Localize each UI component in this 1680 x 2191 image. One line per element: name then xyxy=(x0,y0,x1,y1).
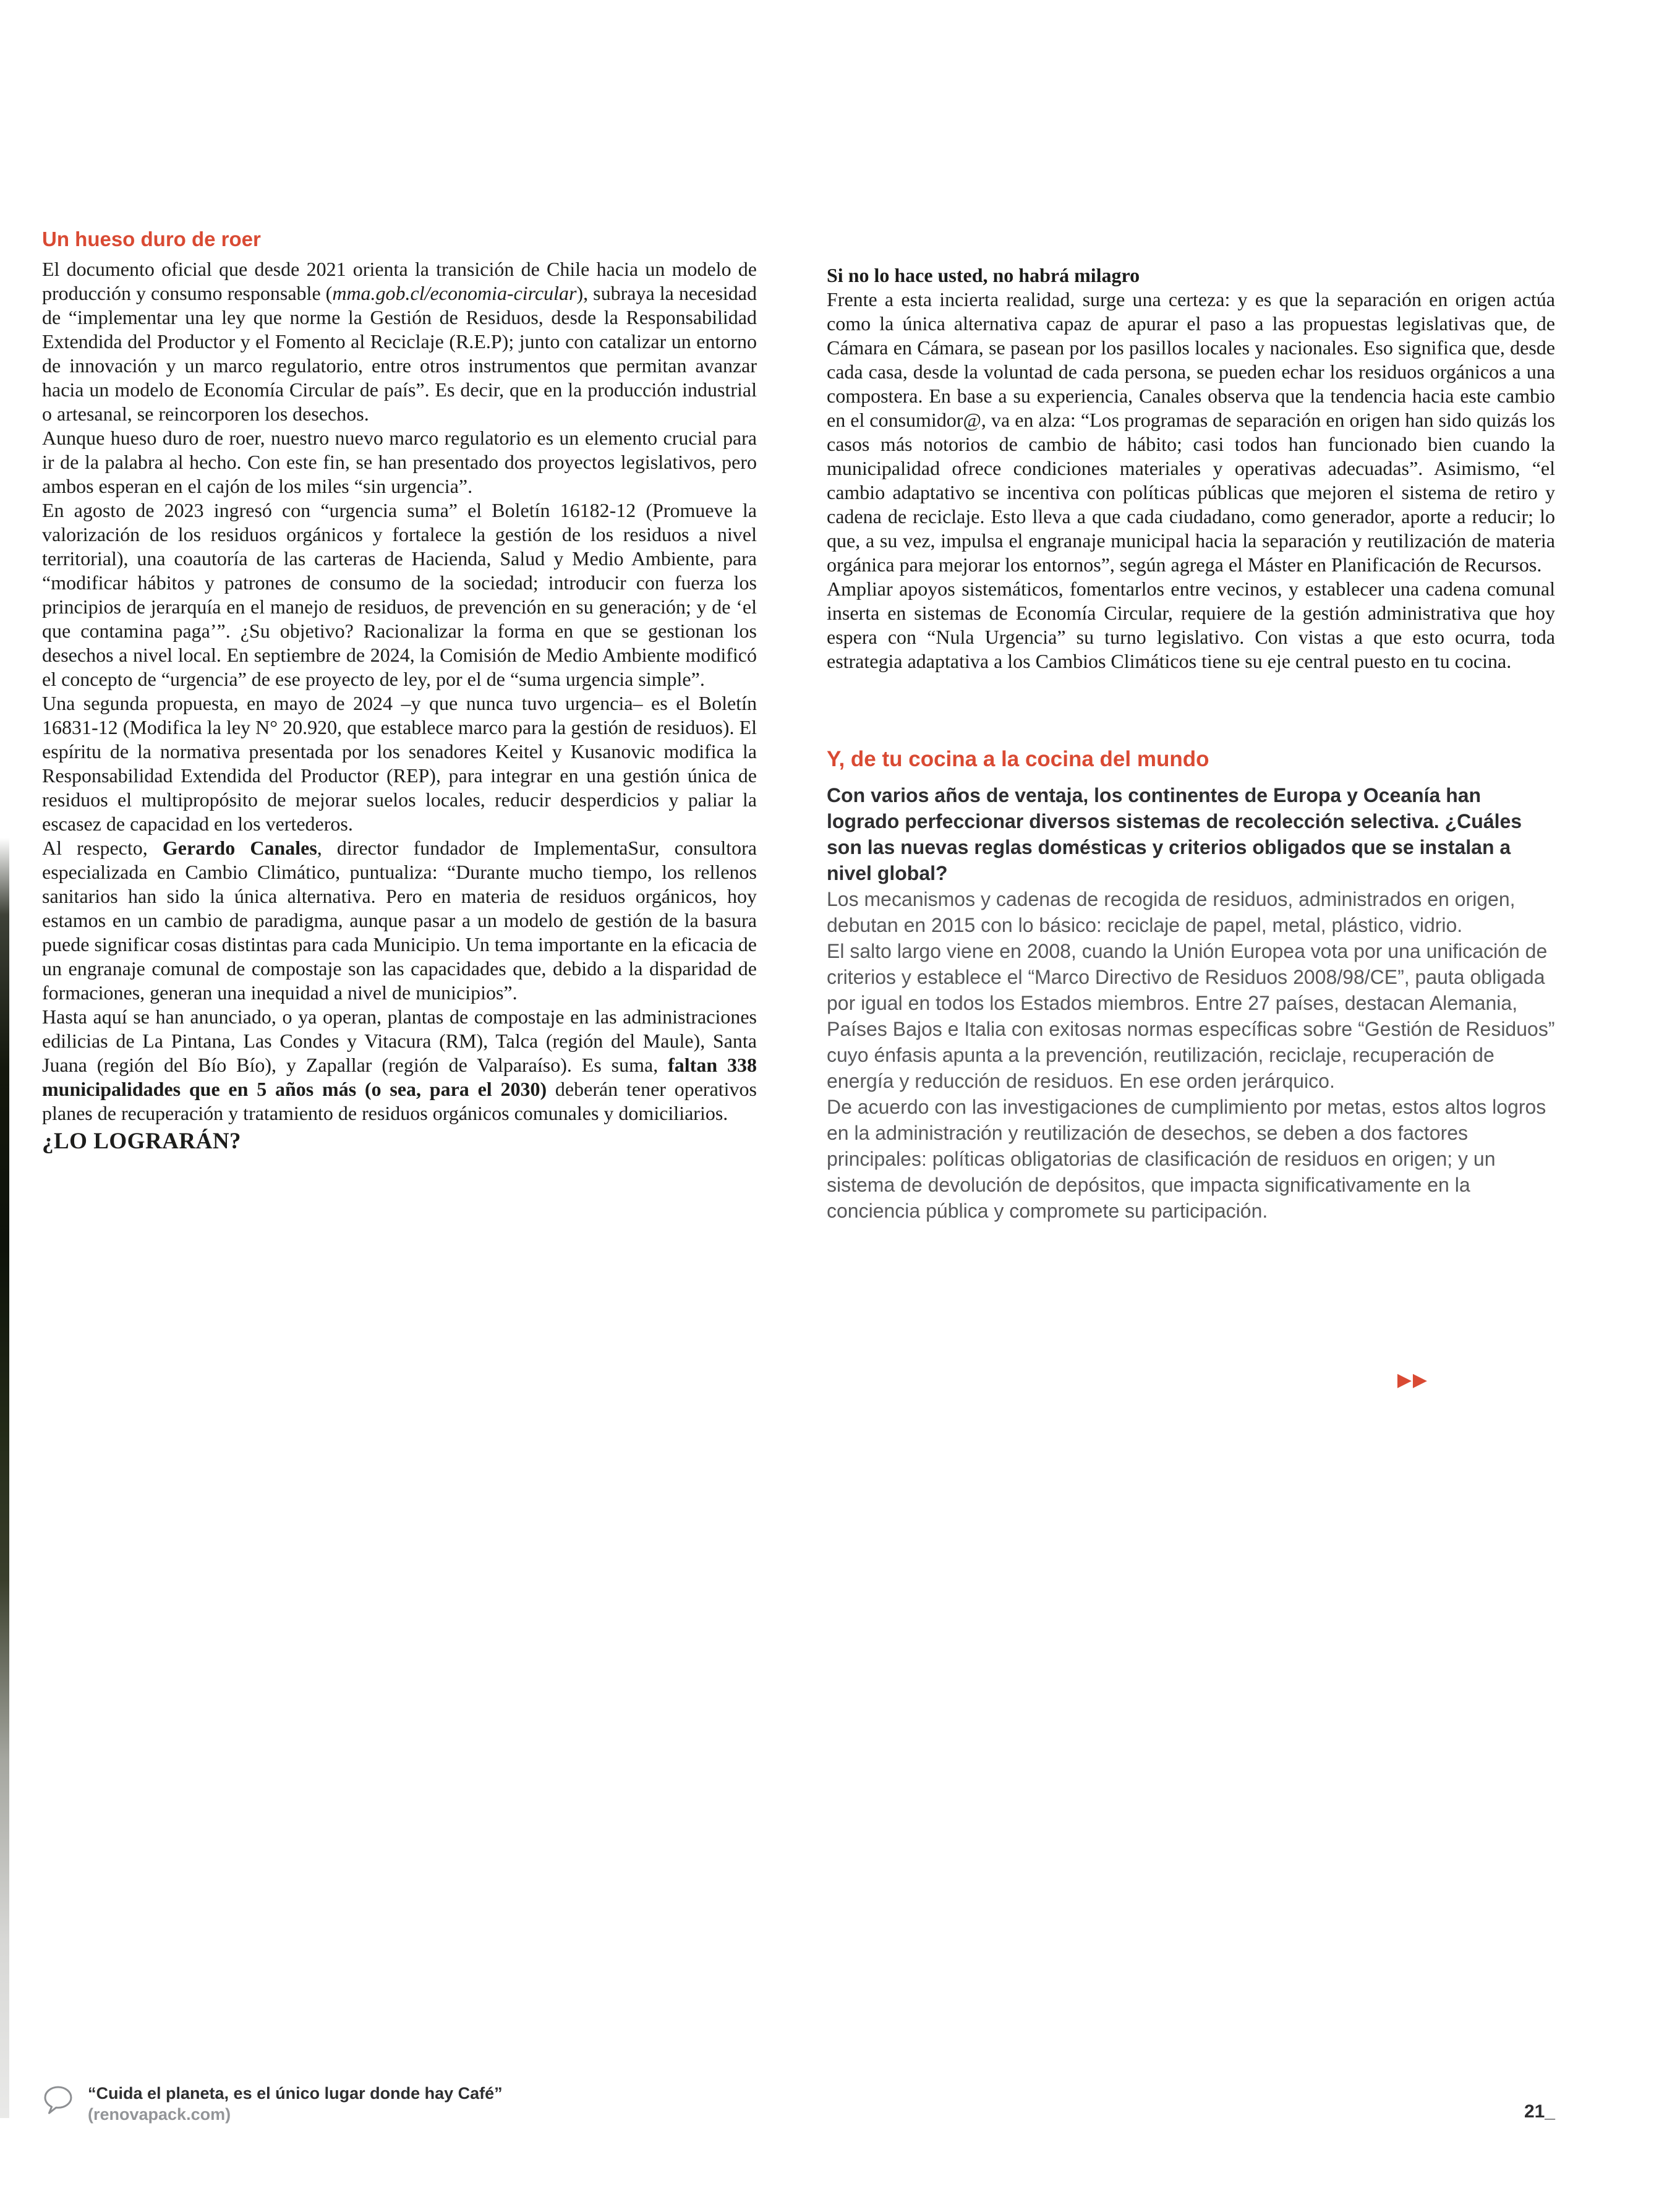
bold-text: faltan 338 municipalidades que en 5 años más (o sea, para el 2030) xyxy=(42,1053,757,1100)
footer-source: (renovapack.com) xyxy=(88,2105,231,2124)
body-text: Aunque hueso duro de roer, nuestro nuevo marco regulatorio es un elemento crucial para ir de la palabra al hecho. Con este fin, se han presentado dos proyectos legislativos, pero ambos esperan en el cajón de los miles “sin urgencia”. xyxy=(42,426,757,497)
section-intro: Con varios años de ventaja, los continentes de Europa y Oceanía han logrado perfeccionar diversos sistemas de recolección selectiva. ¿Cuáles son las nuevas reglas domésticas y criterios obligados que se instalan a nivel global? xyxy=(827,784,1522,884)
body-text: deberán tener operativos planes de recuperación y tratamiento de residuos orgánicos comunales y domiciliarios. xyxy=(42,1077,757,1124)
body-text: Al respecto, xyxy=(42,836,163,859)
paragraph xyxy=(42,1005,757,1125)
paragraph xyxy=(42,426,757,498)
right-column xyxy=(827,263,1555,1391)
right-column-top-body xyxy=(827,288,1555,673)
paragraph xyxy=(42,836,757,1005)
section-heading-hueso-duro: Un hueso duro de roer xyxy=(42,228,261,250)
body-text: El salto largo viene en 2008, cuando la Unión Europea vota por una unificación de criterios y establece el “Marco Directivo de Residuos 2008/98/CE”, pauta obligada por igual en todos los Estados miembros. Entre 27 países, destacan Alemania, Países Bajos e Italia con exitosas normas específicas sobre “Gestión de Residuos” cuyo énfasis apunta a la prevención, reutilización, reciclaje, recuperación de energía y reducción de residuos. En ese orden jerárquico. xyxy=(827,940,1555,1092)
body-text: Frente a esta incierta realidad, surge una certeza: y es que la separación en origen actúa como la única alternativa capaz de apurar el paso a las propuestas legislativas que, de Cámara en Cámara, se pasean por los pasillos locales y nacionales. Eso significa que, desde cada casa, desde la voluntad de cada persona, se pueden echar los residuos orgánicos a una compostera. En base a su experiencia, Canales observa que la tendencia hacia este cambio en el consumidor@, va en alza: “Los programas de separación en origen han sido quizás los casos más notorios de cambio de hábito; casi todos han funcionado bien cuando la municipalidad ofrece condiciones materiales y operativas adecuadas”. Asimismo, “el cambio adaptativo se incentiva con políticas públicas que mejoren el sistema de retiro y cadena de reciclaje. Esto lleva a que cada ciudadano, como generador, aporte a reducir; lo que, a su vez, impulsa el engranaje municipal hacia la separación y reutilización de materia orgánica para mejorar los entornos”, según agrega el Máster en Planificación de Recursos. xyxy=(827,288,1555,576)
paragraph xyxy=(827,886,1555,938)
footer-quote: “Cuida el planeta, es el único lugar donde hay Café” xyxy=(88,2084,503,2103)
body-text: Una segunda propuesta, en mayo de 2024 –y que nunca tuvo urgencia– es el Boletín 16831-12 (Modifica la ley N° 20.920, que establece marco para la gestión de residuos). El espíritu de la normativa presentada por los senadores Keitel y Kusanovic modifica la Responsabilidad Extendida del Productor (REP), para integrar en una gestión única de residuos el multipropósito de mejorar suelos locales, reducir desperdicios y paliar la escasez de capacidad en los vertederos. xyxy=(42,691,757,835)
closing-question: ¿LO LOGRARÁN? xyxy=(42,1128,242,1154)
page-number: 21_ xyxy=(1524,2101,1555,2122)
right-column-bottom-body xyxy=(827,886,1555,1224)
body-text: ), subraya la necesidad de “implementar una ley que norme la Gestión de Residuos, desde la Responsabilidad Extendida del Productor y el Fomento al Reciclaje (R.E.P); junto con catalizar un entorno de innovación y un marco regulatorio, entre otros instrumentos que permitan avanzar hacia un modelo de Economía Circular de país”. Es decir, que en la producción industrial o artesanal, se reincorporen los desechos. xyxy=(42,281,757,425)
speech-bubble-icon xyxy=(42,2084,74,2119)
paragraph xyxy=(827,938,1555,1094)
paragraph xyxy=(42,257,757,426)
body-text: Hasta aquí se han anunciado, o ya operan, plantas de compostaje en las administraciones edilicias de La Pintana, Las Condes y Vitacura (RM), Talca (región del Maule), Santa Juana (región del Bío Bío), y Zapallar (región de Valparaíso). Es suma, xyxy=(42,1005,757,1076)
body-text: El documento oficial que desde 2021 orienta la transición de Chile hacia un modelo de producción y consumo responsable ( xyxy=(42,257,757,304)
bold-text: Gerardo Canales xyxy=(162,836,317,859)
continuation-arrows-icon: ▶▶ xyxy=(1397,1369,1428,1391)
paragraph xyxy=(827,288,1555,577)
paragraph xyxy=(42,691,757,836)
article-content xyxy=(42,228,1555,1391)
paragraph xyxy=(827,577,1555,673)
body-text: Los mecanismos y cadenas de recogida de residuos, administrados en origen, debutan en 2015 con lo básico: reciclaje de papel, metal, plástico, vidrio. xyxy=(827,888,1516,936)
section-heading-milagro: Si no lo hace usted, no habrá milagro xyxy=(827,264,1140,286)
body-text: , director fundador de ImplementaSur, consultora especializada en Cambio Climático, puntualiza: “Durante mucho tiempo, los rellenos sanitarios han sido la única alternativa. Pero en materia de residuos orgánicos, hoy estamos en un cambio de paradigma, aunque pasar a un modelo de gestión de la basura puede significar cosas distintas para cada Municipio. Un tema importante en la eficacia de un engranaje comunal de compostaje son las capacidades que, debido a la disparidad de formaciones, generan una inequidad a nivel de municipios”. xyxy=(42,836,757,1004)
italic-text: mma.gob.cl/economia-circular xyxy=(332,281,577,304)
footer-text xyxy=(88,2083,503,2125)
paragraph xyxy=(42,498,757,691)
body-text: En agosto de 2023 ingresó con “urgencia suma” el Boletín 16182-12 (Promueve la valorización de los residuos orgánicos y fortalece la gestión de los residuos a nivel territorial), una coautoría de las carteras de Hacienda, Salud y Medio Ambiente, para “modificar hábitos y patrones de consumo de la sociedad; introducir con fuerza los principios de jerarquía en el manejo de residuos, de prevención en su generación; y de ‘el que contamina paga’”. ¿Su objetivo? Racionalizar la forma en que se gestionan los desechos a nivel local. En septiembre de 2024, la Comisión de Medio Ambiente modificó el concepto de “urgencia” de ese proyecto de ley, por el de “suma urgencia simple”. xyxy=(42,498,757,690)
left-edge-photo-strip xyxy=(0,838,9,2118)
section-heading-cocina-mundo: Y, de tu cocina a la cocina del mundo xyxy=(827,747,1209,771)
left-column-body xyxy=(42,257,757,1125)
page-footer xyxy=(42,2083,1555,2125)
body-text: De acuerdo con las investigaciones de cumplimiento por metas, estos altos logros en la administración y reutilización de desechos, se deben a dos factores principales: políticas obligatorias de clasificación de residuos en origen; y un sistema de devolución de depósitos, que impacta significativamente en la conciencia pública y compromete su participación. xyxy=(827,1096,1546,1222)
left-column xyxy=(42,228,757,1391)
paragraph xyxy=(827,1094,1555,1224)
body-text: Ampliar apoyos sistemáticos, fomentarlos entre vecinos, y establecer una cadena comunal inserta en sistemas de Economía Circular, requiere de la gestión administrativa que hoy espera con “Nula Urgencia” su turno legislativo. Con vistas a que esto ocurra, toda estrategia adaptativa a los Cambios Climáticos tiene su eje central puesto en tu cocina. xyxy=(827,578,1555,672)
